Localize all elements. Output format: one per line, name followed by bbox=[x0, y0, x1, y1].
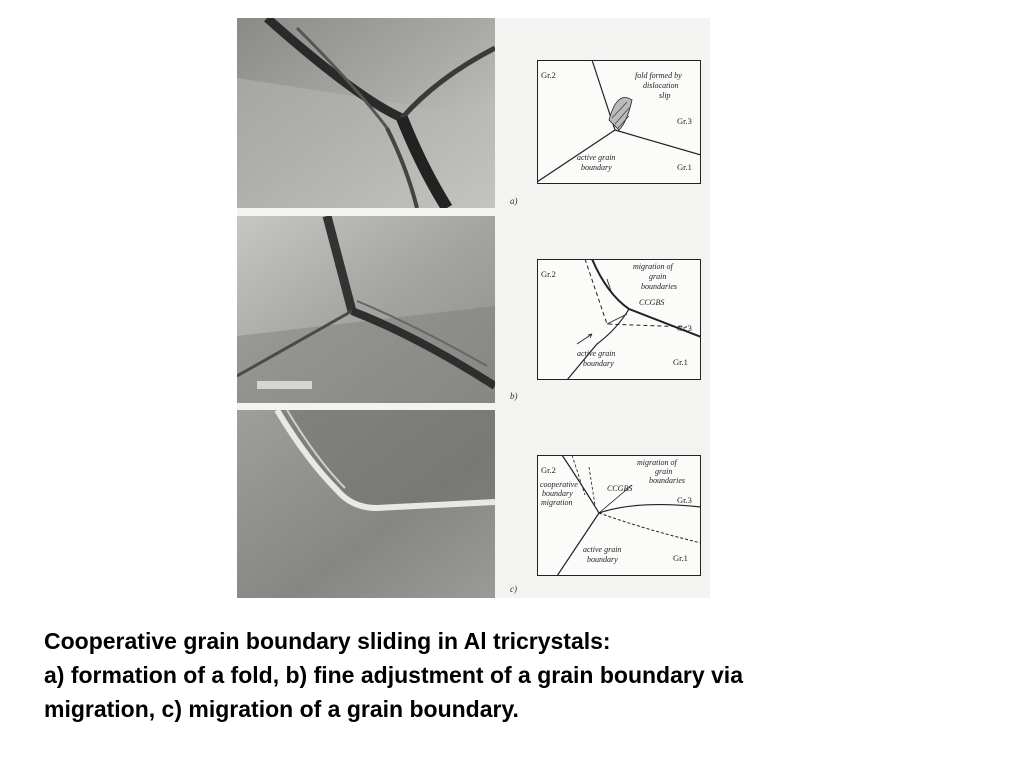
label-ccgbs-c: CCGBS bbox=[607, 484, 633, 493]
label-active-b-line1: active grain bbox=[577, 349, 616, 358]
micrograph-b bbox=[237, 216, 495, 403]
caption-line-3: migration, c) migration of a grain boundary. bbox=[44, 696, 519, 722]
label-gr3-b: Gr.3 bbox=[677, 323, 692, 333]
schematic-a bbox=[537, 60, 701, 184]
panel-letter-b: b) bbox=[510, 391, 518, 401]
label-gr1-c: Gr.1 bbox=[673, 553, 688, 563]
schematic-c bbox=[537, 455, 701, 576]
label-cooperative-line3: migration bbox=[541, 498, 573, 507]
label-gr3-a: Gr.3 bbox=[677, 116, 692, 126]
label-gr3-c: Gr.3 bbox=[677, 495, 692, 505]
label-gr1-b: Gr.1 bbox=[673, 357, 688, 367]
label-active-b-line2: boundary bbox=[583, 359, 614, 368]
micrograph-a bbox=[237, 18, 495, 208]
label-gr2-b: Gr.2 bbox=[541, 269, 556, 279]
schematic-b bbox=[537, 259, 701, 380]
label-fold-line1: fold formed by bbox=[635, 71, 682, 80]
label-active-a-line2: boundary bbox=[581, 163, 612, 172]
label-gr2-c: Gr.2 bbox=[541, 465, 556, 475]
label-migration-b-line3: boundaries bbox=[641, 282, 677, 291]
label-migration-c-line1: migration of bbox=[637, 458, 677, 467]
label-migration-b-line1: migration of bbox=[633, 262, 673, 271]
panel-letter-c: c) bbox=[510, 584, 517, 594]
micrograph-c bbox=[237, 410, 495, 598]
label-active-c-line2: boundary bbox=[587, 555, 618, 564]
label-gr1-a: Gr.1 bbox=[677, 162, 692, 172]
label-gr2-a: Gr.2 bbox=[541, 70, 556, 80]
panel-letter-a: a) bbox=[510, 196, 518, 206]
label-ccgbs-b: CCGBS bbox=[639, 298, 665, 307]
caption-line-1: Cooperative grain boundary sliding in Al tricrystals: bbox=[44, 628, 611, 654]
label-migration-c-line3: boundaries bbox=[649, 476, 685, 485]
figure-caption bbox=[44, 624, 994, 726]
label-migration-c-line2: grain bbox=[655, 467, 673, 476]
figure bbox=[237, 18, 710, 598]
label-cooperative-line1: cooperative bbox=[540, 480, 578, 489]
label-fold-line2: dislocation bbox=[643, 81, 679, 90]
label-cooperative-line2: boundary bbox=[542, 489, 573, 498]
label-migration-b-line2: grain bbox=[649, 272, 667, 281]
label-fold-line3: slip bbox=[659, 91, 671, 100]
label-active-a-line1: active grain bbox=[577, 153, 616, 162]
label-active-c-line1: active grain bbox=[583, 545, 622, 554]
caption-line-2: a) formation of a fold, b) fine adjustment of a grain boundary via bbox=[44, 662, 743, 688]
